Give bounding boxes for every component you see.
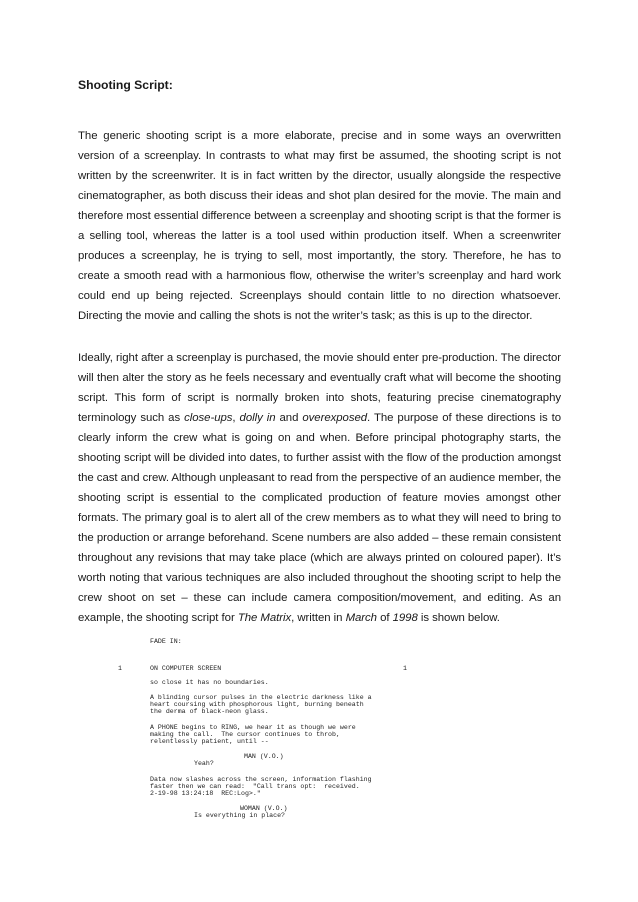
para2-text-1: Ideally, right after a screenplay is purchased, the movie should enter pre-production. The director will then alter the story as he feels necessary and eventually craft what will become the shooting script. This form of script is normally broken into shots, featuring precise cinematography terminology such as [78, 352, 561, 424]
script-fade-in: FADE IN: [150, 638, 182, 645]
script-dialogue: Is everything in place? [194, 812, 286, 819]
para2-text-7: is shown below. [417, 612, 500, 624]
script-excerpt-image [118, 638, 418, 866]
script-action-line: making the call. The cursor continues to throb, [150, 731, 340, 738]
para2-text-4: . The purpose of these directions is to clearly inform the crew what is going on and when. Before principal photography starts, the shooting script will be divided into dates, to further assist with the flow of the production amongst the cast and crew. Although unpleasant to read from the perspective of an audience member, the shooting script is essential to the complicated production of feature movies amongst other formats. The primary goal is to alert all of the crew members as to what they will need to bring to the production or arrange beforehand. Scene numbers are also added – these remain consistent throughout any revisions that may take place (which are always printed on coloured paper). It’s worth noting that various techniques are also included throughout the shooting script to help the crew shoot on set – these can include camera composition/movement, and editing. As an example, the shooting script for [78, 412, 562, 624]
term-overexposed: overexposed [302, 412, 368, 424]
script-action-line: 2-19-98 13:24:18 REC:Log>." [150, 790, 261, 797]
paragraph-pre-production [78, 348, 561, 628]
script-scene-heading: ON COMPUTER SCREEN [150, 665, 222, 672]
title-the-matrix: The Matrix [237, 612, 292, 624]
script-action-line: heart coursing with phosphorous light, burning beneath [150, 701, 364, 708]
script-action-line: A PHONE begins to RING, we hear it as though we were [150, 724, 356, 731]
para2-text-3: and [275, 412, 303, 424]
section-heading: Shooting Script: [78, 78, 173, 92]
script-action-line: the derma of black-neon glass. [150, 708, 269, 715]
month-march: March [345, 612, 377, 624]
script-action-line: Data now slashes across the screen, information flashing [150, 776, 372, 783]
paragraph-intro: The generic shooting script is a more elaborate, precise and in some ways an overwritten version of a screenplay. In contrasts to what may first be assumed, the shooting script is not written by the screenwriter. It is in fact written by the director, usually alongside the respective cinematographer, as both discuss their ideas and shot plan desired for the movie. The main and therefore most essential difference between a screenplay and shooting script is that the former is a selling tool, whereas the latter is a tool used within production itself. When a screenwriter produces a screenplay, he is trying to sell, most importantly, the story. Therefore, he has to create a smooth read with a harmonious flow, otherwise the writer’s screenplay and hard work could end up being rejected. Screenplays should contain little to no direction whatsoever. Directing the movie and calling the shots is not the writer’s task; as this is up to the director. [78, 130, 561, 322]
script-character-name: MAN (V.O.) [244, 753, 284, 760]
para2-text-2: , [232, 412, 240, 424]
script-scene-number-left: 1 [118, 665, 122, 672]
para2-text-5: , written in [291, 612, 346, 624]
para2-text-6: of [376, 612, 393, 624]
script-action-line: A blinding cursor pulses in the electric darkness like a [150, 694, 372, 701]
year-1998: 1998 [392, 612, 418, 624]
term-close-ups: close-ups [184, 412, 233, 424]
script-scene-number-right: 1 [403, 665, 407, 672]
script-dialogue: Yeah? [194, 760, 214, 767]
script-action-line: relentlessly patient, until -- [150, 738, 269, 745]
script-action-line: faster then we can read: "Call trans opt: received. [150, 783, 360, 790]
script-action-line: so close it has no boundaries. [150, 679, 269, 686]
script-character-name: WOMAN (V.O.) [240, 805, 288, 812]
term-dolly-in: dolly in [239, 412, 276, 424]
